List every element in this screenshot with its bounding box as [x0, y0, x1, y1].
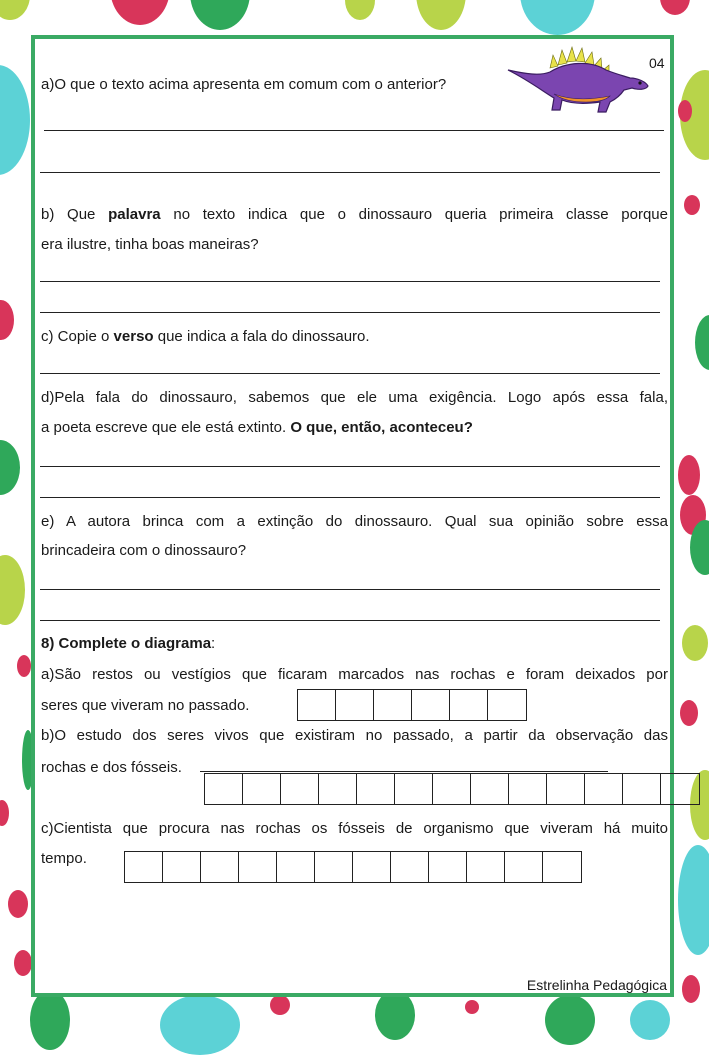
question-a: a)O que o texto acima apresenta em comum com o anterior? — [41, 76, 447, 93]
letter-box[interactable] — [433, 774, 471, 804]
letter-box[interactable] — [205, 774, 243, 804]
diagram-b-line1: b)O estudo dos seres vivos que existiram no passado, a partir da observação das — [41, 727, 668, 744]
letter-box[interactable] — [429, 852, 467, 882]
letter-box[interactable] — [391, 852, 429, 882]
letter-box[interactable] — [505, 852, 543, 882]
letter-box[interactable] — [488, 690, 526, 720]
letter-box[interactable] — [374, 690, 412, 720]
letter-box[interactable] — [277, 852, 315, 882]
answer-line[interactable] — [40, 281, 660, 282]
letter-box[interactable] — [357, 774, 395, 804]
question-c-post: que indica a fala do dinossauro. — [153, 328, 370, 345]
letter-box[interactable] — [395, 774, 433, 804]
diagram-b-boxes[interactable] — [204, 773, 700, 805]
dinosaur-illustration — [506, 46, 652, 116]
answer-line[interactable] — [40, 466, 660, 467]
question-d-line1: d)Pela fala do dinossauro, sabemos que ele uma exigência. Logo após essa fala, — [41, 389, 668, 406]
answer-line[interactable] — [40, 589, 660, 590]
question-b-bold: palavra — [108, 206, 161, 223]
letter-box[interactable] — [353, 852, 391, 882]
question-c — [41, 328, 370, 346]
letter-box[interactable] — [298, 690, 336, 720]
question-b-line1 — [41, 206, 668, 224]
answer-line[interactable] — [40, 373, 660, 374]
question-b-post: no texto indica que o dinossauro queria primeira classe porque — [160, 206, 668, 223]
letter-box[interactable] — [471, 774, 509, 804]
question-d-pre: a poeta escreve que ele está extinto. — [41, 419, 291, 436]
letter-box[interactable] — [336, 690, 374, 720]
letter-box[interactable] — [661, 774, 699, 804]
letter-box[interactable] — [623, 774, 661, 804]
question-b-pre: b) Que — [41, 206, 109, 223]
letter-box[interactable] — [585, 774, 623, 804]
letter-box[interactable] — [543, 852, 581, 882]
diagram-title — [41, 635, 215, 653]
letter-box[interactable] — [201, 852, 239, 882]
question-d-line2 — [41, 419, 473, 437]
letter-box[interactable] — [163, 852, 201, 882]
diagram-a-boxes[interactable] — [297, 689, 527, 721]
letter-box[interactable] — [239, 852, 277, 882]
letter-box[interactable] — [412, 690, 450, 720]
letter-box[interactable] — [125, 852, 163, 882]
diagram-a-line1: a)São restos ou vestígios que ficaram marcados nas rochas e foram deixados por — [41, 666, 668, 683]
diagram-c-line1: c)Cientista que procura nas rochas os fósseis de organismo que viveram há muito — [41, 820, 668, 837]
question-d-bold: O que, então, aconteceu? — [290, 419, 473, 436]
footer-credit: Estrelinha Pedagógica — [526, 977, 667, 993]
answer-line[interactable] — [40, 312, 660, 313]
letter-box[interactable] — [509, 774, 547, 804]
question-b-line2: era ilustre, tinha boas maneiras? — [41, 236, 259, 253]
diagram-c-line2: tempo. — [41, 850, 87, 867]
diagram-b-underline — [200, 771, 608, 772]
letter-box[interactable] — [315, 852, 353, 882]
letter-box[interactable] — [319, 774, 357, 804]
question-c-pre: c) Copie o — [41, 328, 114, 345]
answer-line[interactable] — [40, 172, 660, 173]
letter-box[interactable] — [547, 774, 585, 804]
diagram-b-line2: rochas e dos fósseis. — [41, 759, 182, 776]
diagram-c-boxes[interactable] — [124, 851, 582, 883]
answer-line[interactable] — [40, 620, 660, 621]
diagram-title-bold: 8) Complete o diagrama — [41, 635, 212, 652]
question-e-line1: e) A autora brinca com a extinção do dinossauro. Qual sua opinião sobre essa — [41, 513, 668, 530]
question-e-line2: brincadeira com o dinossauro? — [41, 542, 247, 559]
letter-box[interactable] — [450, 690, 488, 720]
answer-line[interactable] — [40, 497, 660, 498]
letter-box[interactable] — [243, 774, 281, 804]
diagram-a-line2: seres que viveram no passado. — [41, 697, 250, 714]
diagram-title-colon: : — [211, 635, 216, 652]
page-number: 04 — [649, 55, 665, 71]
question-c-bold: verso — [113, 328, 154, 345]
letter-box[interactable] — [281, 774, 319, 804]
letter-box[interactable] — [467, 852, 505, 882]
answer-line[interactable] — [44, 130, 664, 131]
